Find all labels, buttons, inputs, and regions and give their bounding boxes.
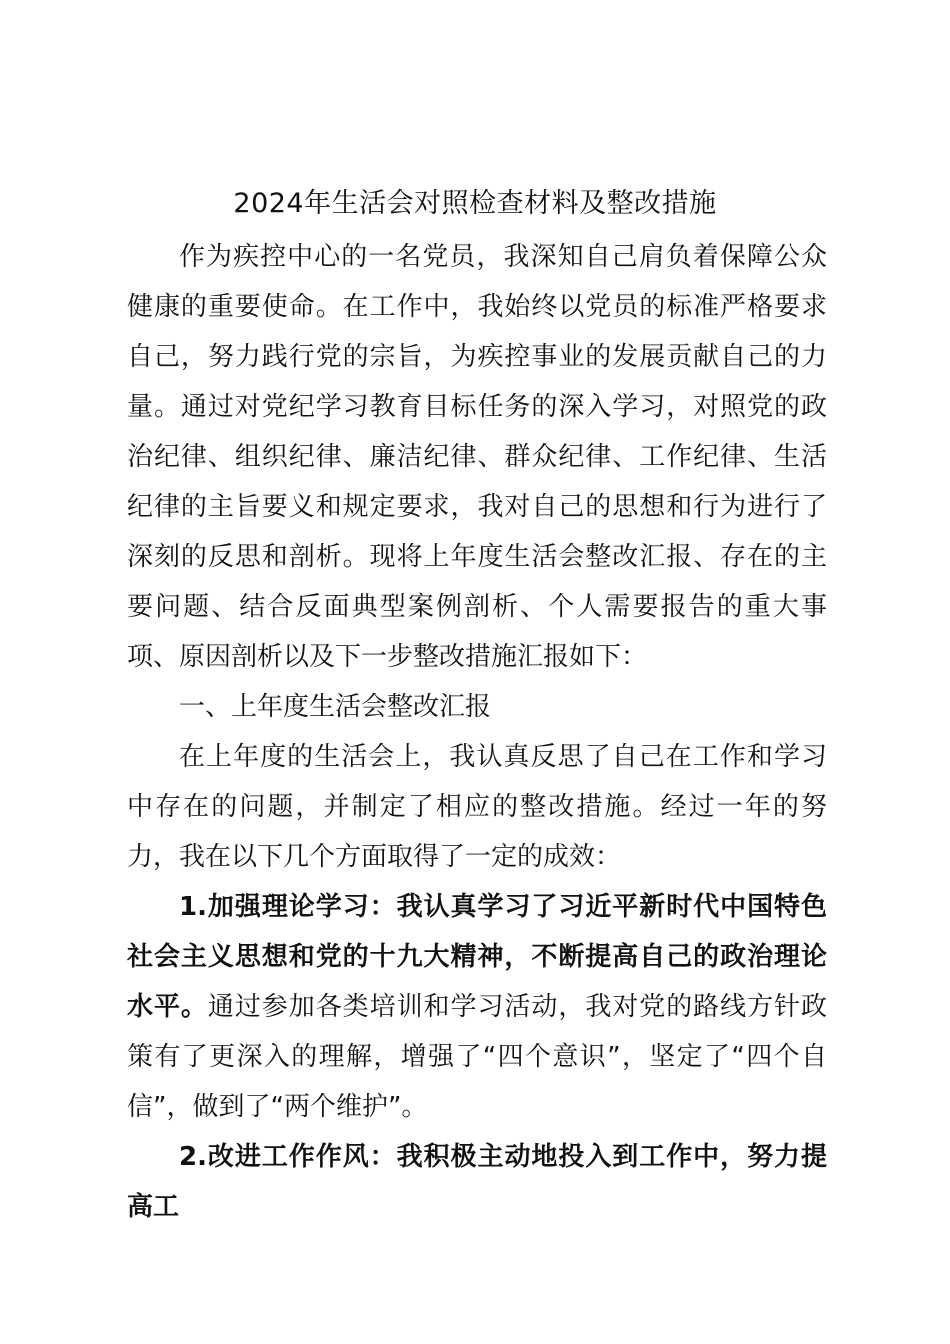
document-body <box>127 232 827 1232</box>
list-item-1-text: 通过参加各类培训和学习活动，我对党的路线方针政策有了更深入的理解，增强了“四个意识”，坚定了“四个自信”，做到了“两个维护”。 <box>127 992 827 1122</box>
section-intro-paragraph: 在上年度的生活会上，我认真反思了自己在工作和学习中存在的问题，并制定了相应的整改措施。经过一年的努力，我在以下几个方面取得了一定的成效： <box>127 742 827 872</box>
list-item-2 <box>127 1132 827 1232</box>
list-item-1-lead: 1.加强理论学习：我认真学习了习近平新时代中国特色社会主义思想和党的十九大精神，不断提高自己的政治理论水平。 <box>127 892 827 1022</box>
list-item-2-lead: 2.改进工作作风：我积极主动地投入到工作中，努力提高工 <box>127 1142 827 1222</box>
list-item-1 <box>127 882 827 1132</box>
intro-paragraph: 作为疾控中心的一名党员，我深知自己肩负着保障公众健康的重要使命。在工作中，我始终以党员的标准严格要求自己，努力践行党的宗旨，为疾控事业的发展贡献自己的力量。通过对党纪学习教育目标任务的深入学习，对照党的政治纪律、组织纪律、廉洁纪律、群众纪律、工作纪律、生活纪律的主旨要义和规定要求，我对自己的思想和行为进行了深刻的反思和剖析。现将上年度生活会整改汇报、存在的主要问题、结合反面典型案例剖析、个人需要报告的重大事项、原因剖析以及下一步整改措施汇报如下： <box>127 242 827 672</box>
section-heading: 一、上年度生活会整改汇报 <box>179 692 492 722</box>
document-title: 2024年生活会对照检查材料及整改措施 <box>233 188 717 219</box>
